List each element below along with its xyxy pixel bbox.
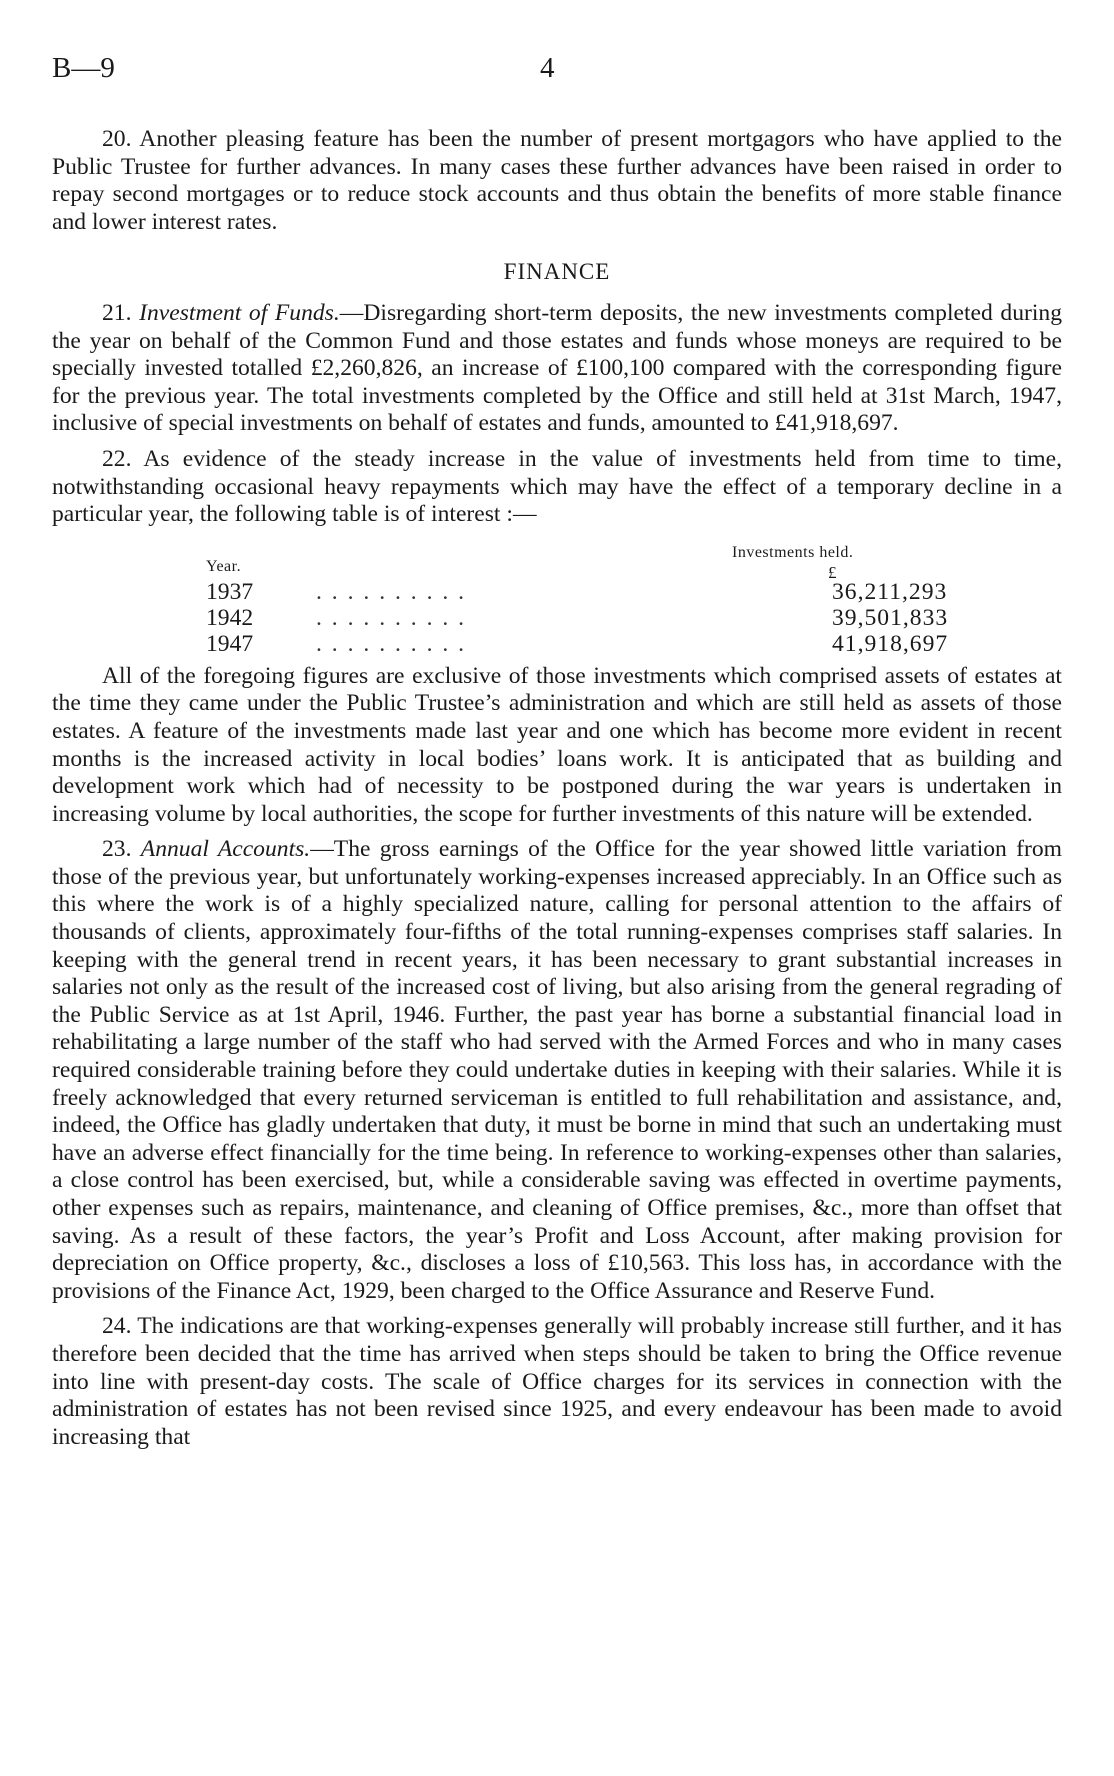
row-amount: 39,501,833 (832, 604, 949, 631)
investments-table (52, 535, 1062, 657)
year-column-header: Year. (206, 557, 242, 575)
page-number: 4 (540, 52, 555, 84)
dot-leader: . . . . . . . . . . (316, 578, 467, 605)
paragraph-23-number: 23. (102, 836, 141, 863)
paragraph-22: 22. As evidence of the steady increase in the value of investments held from time to time, notwithstanding occasional heavy repayments which may have the effect of a temporary decline in a particular year, the following table is of interest :— (52, 445, 1062, 528)
dot-leader: . . . . . . . . . . (316, 630, 467, 657)
section-heading: FINANCE (503, 259, 611, 285)
row-year: 1947 (206, 630, 254, 657)
paragraph-21-number: 21. (102, 299, 140, 326)
paragraph-21-title: Investment of Funds. (139, 299, 340, 326)
row-amount: 36,211,293 (832, 578, 948, 605)
paragraph-22-continued: All of the foregoing figures are exclusive of those investments which comprised assets of estates at the time they came under the Public Trustee’s administration and which are still held as assets of those estates. A feature of the investments made last year and one which has become more evident in recent months is the increased activity in local bodies’ loans work. It is anticipated that as building and development work which had of necessity to be postponed during the war years is undertaken in increasing volume by local authorities, the scope for further investments of this nature will be extended. (52, 662, 1062, 827)
table-row (206, 631, 966, 657)
table-row (206, 605, 966, 631)
dot-leader: . . . . . . . . . . (316, 604, 467, 631)
table-row (206, 579, 966, 605)
paragraph-20: 20. Another pleasing feature has been the number of present mortgagors who have applied to the Public Trustee for further advances. In many cases these further advances have been raised in order to repay second mortgages or to reduce stock accounts and thus obtain the benefits of more stable finance and lower interest rates. (52, 126, 1062, 235)
paragraph-24: 24. The indications are that working-expenses generally will probably increase still further, and it has therefore been decided that the time has arrived when steps should be taken to bring the Office revenue into line with present-day costs. The scale of Office charges for its services in connection with the administration of estates has not been revised since 1925, and every endeavour has been made to avoid increasing that (52, 1313, 1062, 1450)
currency-unit: £ (828, 562, 837, 582)
document-reference: B—9 (52, 52, 115, 84)
paragraph-23-text: —The gross earnings of the Office for the year showed little variation from those of the previous year, but unfortunately working-expenses increased appreciably. In an Office such as this where the work is of a highly specialized nature, calling for personal attention to the affairs of thousands of clients, approximately four-fifths of the total running-expenses comprises staff salaries. In keeping with the general trend in recent years, it has been necessary to grant substantial increases in salaries not only as the result of the increased cost of living, but also arising from the general regrading of the Public Service as at 1st April, 1946. Further, the past year has borne a substantial financial load in rehabilitating a large number of the staff who had served with the Armed Forces and who in many cases required considerable training before they could undertake duties in keeping with their salaries. While it is freely acknowledged that every returned serviceman is entitled to full rehabilitation and assistance, and, indeed, the Office has gladly undertaken that duty, it must be borne in mind that such an undertaking must have an adverse effect financially for the time being. In reference to working-expenses other than salaries, a close control has been exercised, but, while a considerable saving was effected in overtime payments, other expenses such as repairs, maintenance, and cleaning of Office premises, &c., more than offset that saving. As a result of these factors, the year’s Profit and Loss Account, after making provision for depreciation on Office property, &c., discloses a loss of £10,563. This loss has, in accordance with the provisions of the Finance Act, 1929, been charged to the Office Assurance and Reserve Fund. (52, 836, 1063, 1304)
paragraph-21-text: —Disregarding short-term deposits, the new investments completed during the year on behalf of the Common Fund and those estates and funds whose moneys are required to be specially invested totalled £2,260,826, an increase of £100,100 compared with the corresponding figure for the previous year. The total investments completed by the Office and still held at 31st March, 1947, inclusive of special investments on behalf of estates and funds, amounted to £41,918,697. (52, 299, 1063, 437)
row-year: 1942 (206, 604, 254, 631)
row-amount: 41,918,697 (832, 630, 949, 657)
document-body (52, 126, 1062, 1451)
page-header (52, 52, 1062, 92)
paragraph-21 (52, 300, 1062, 438)
row-year: 1937 (206, 578, 254, 605)
investments-column-header: Investments held. (732, 543, 854, 561)
paragraph-23-title: Annual Accounts. (140, 836, 311, 863)
paragraph-23 (52, 836, 1062, 1305)
